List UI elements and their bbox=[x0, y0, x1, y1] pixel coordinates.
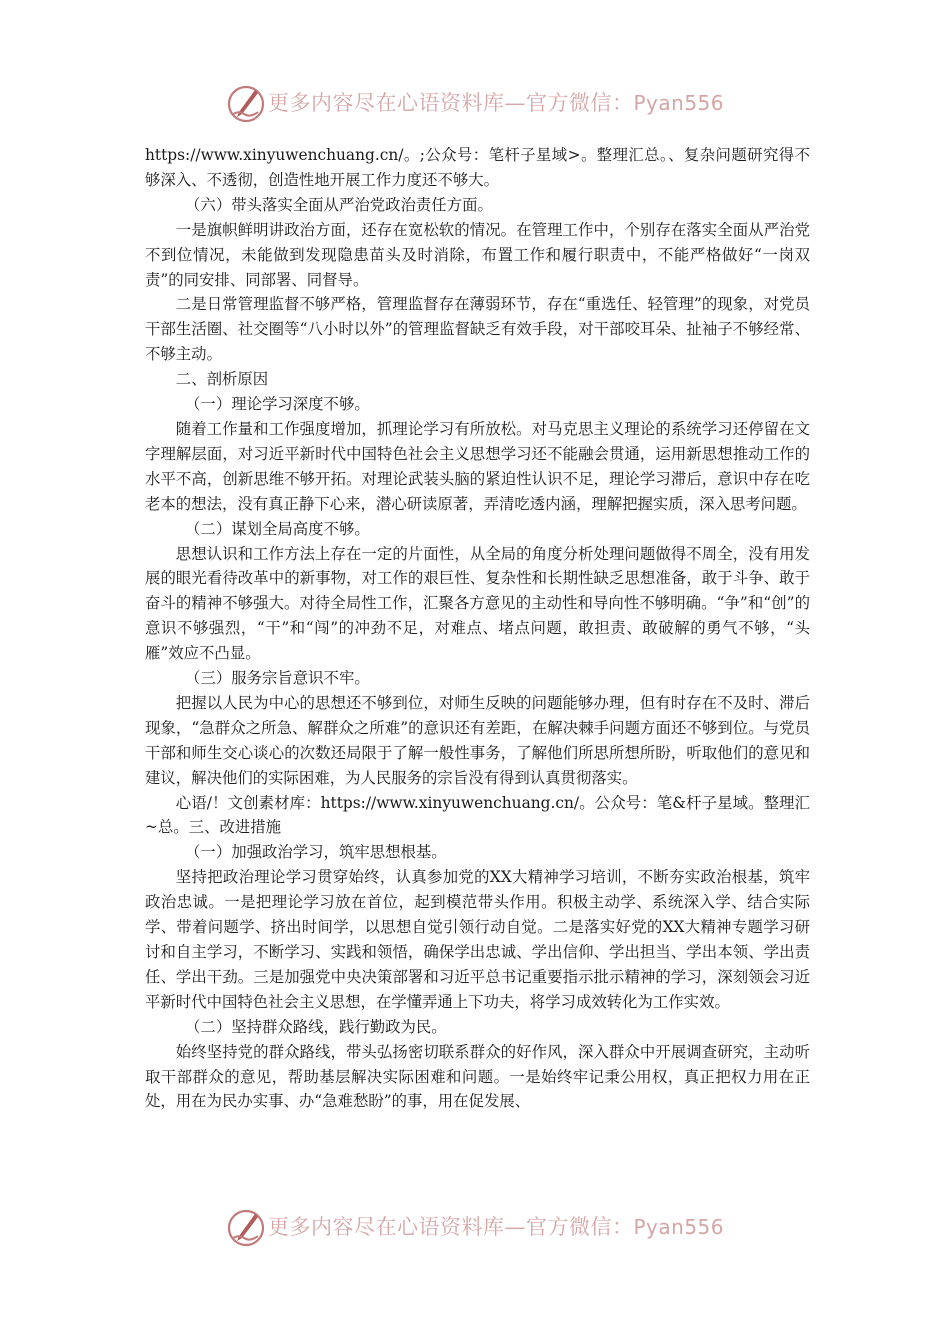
paragraph: 思想认识和工作方法上存在一定的片面性，从全局的角度分析处理问题做得不周全，没有用发展的眼光看待改革中的新事物，对工作的艰巨性、复杂性和长期性缺乏思想准备，敢于斗争、敢于奋斗的精神不够强大。对待全局性工作，汇聚各方意见的主动性和导向性不够明确。“争”和“创”的意识不够强烈，“干”和“闯”的冲劲不足，对难点、堵点问题，敢担责、敢破解的勇气不够，“头雁”效应不凸显。 bbox=[145, 544, 810, 663]
banner-official-label: 官方微信： bbox=[526, 1215, 634, 1239]
paragraph: 二是日常管理监督不够严格，管理监督存在薄弱环节，存在“重选任、轻管理”的现象，对党员干部生活圈、社交圈等“八小时以外”的管理监督缺乏有效手段，对干部咬耳朵、扯袖子不够经常、不够主动。 bbox=[145, 295, 810, 364]
banner-text bbox=[268, 1212, 724, 1242]
banner-dash: — bbox=[504, 1215, 526, 1239]
section-heading: （六）带头落实全面从严治党政治责任方面。 bbox=[185, 195, 493, 214]
section-heading: （一）理论学习深度不够。 bbox=[185, 395, 370, 414]
section-heading: （二）谋划全局高度不够。 bbox=[185, 519, 370, 538]
banner-dash: — bbox=[504, 91, 526, 115]
section-heading: 二、剖析原因 bbox=[175, 370, 269, 389]
banner-text bbox=[268, 88, 724, 118]
banner-main-text: 更多内容尽在心语资料库 bbox=[268, 1215, 505, 1239]
paragraph: 始终坚持党的群众路线，带头弘扬密切联系群众的好作风，深入群众中开展调查研究，主动听取干部群众的意见，帮助基层解决实际困难和问题。一是始终牢记秉公用权，真正把权力用在正处，用在为民办实事、办“急难愁盼”的事，用在促发展、 bbox=[145, 1042, 810, 1111]
paragraph: 把握以人民为中心的思想还不够到位，对师生反映的问题能够办理，但有时存在不及时、滞后现象，“急群众之所急、解群众之所难”的意识还有差距，在解决棘手问题方面还不够到位。与党员干部和师生交心谈心的次数还局限于了解一般性事务，了解他们所思所想所盼，听取他们的意见和建议，解决他们的实际困难，为人民服务的宗旨没有得到认真贯彻落实。 bbox=[145, 693, 810, 787]
banner-handle: Pyan556 bbox=[633, 91, 725, 115]
paragraph: https://www.xinyuwenchuang.cn/。;公众号：笔杆子星域>。整理汇总。、复杂问题研究得不够深入、不透彻，创造性地开展工作力度还不够大。 bbox=[145, 146, 810, 189]
paragraph: 一是旗帜鲜明讲政治方面，还存在宽松软的情况。在管理工作中，个别存在落实全面从严治党不到位情况，未能做到发现隐患苗头及时消除，布置工作和履行职责中，不能严格做好“一岗双责”的同安排、同部署、同督导。 bbox=[145, 220, 810, 289]
section-heading: （二）坚持群众路线，践行勤政为民。 bbox=[185, 1017, 447, 1036]
document-body bbox=[145, 143, 810, 1114]
paragraph: 随着工作量和工作强度增加，抓理论学习有所放松。对马克思主义理论的系统学习还停留在文字理解层面，对习近平新时代中国特色社会主义思想学习还不能融会贯通，运用新思想推动工作的水平不高，创新思维不够开拓。对理论武装头脑的紧迫性认识不足，理论学习滞后，意识中存在吃老本的想法，没有真正静下心来，潜心研读原著，弄清吃透内涵，理解把握实质，深入思考问题。 bbox=[145, 419, 810, 513]
quill-pen-seal-icon bbox=[226, 84, 266, 124]
banner-main-text: 更多内容尽在心语资料库 bbox=[268, 91, 505, 115]
banner-official-label: 官方微信： bbox=[526, 91, 634, 115]
paragraph: 心语/！文创素材库：https://www.xinyuwenchuang.cn/。公众号：笔&杆子星域。整理汇~总。三、改进措施 bbox=[145, 793, 810, 837]
paragraph: 坚持把政治理论学习贯穿始终，认真参加党的XX大精神学习培训，不断夯实政治根基，筑牢政治忠诚。一是把理论学习放在首位，起到模范带头作用。积极主动学、系统深入学、结合实际学、带着问题学、挤出时间学，以思想自觉引领行动自觉。二是落实好党的XX大精神专题学习研讨和自主学习，不断学习、实践和领悟，确保学出忠诚、学出信仰、学出担当、学出本领、学出责任、学出干劲。三是加强党中央决策部署和习近平总书记重要指示批示精神的学习，深刻领会习近平新时代中国特色社会主义思想，在学懂弄通上下功夫，将学习成效转化为工作实效。 bbox=[145, 868, 810, 1011]
banner-handle: Pyan556 bbox=[633, 1215, 725, 1239]
section-heading: （三）服务宗旨意识不牢。 bbox=[185, 669, 370, 688]
footer-banner bbox=[0, 1204, 950, 1254]
header-banner bbox=[0, 80, 950, 130]
quill-pen-seal-icon bbox=[226, 1208, 266, 1248]
section-heading: （一）加强政治学习，筑牢思想根基。 bbox=[185, 843, 447, 862]
